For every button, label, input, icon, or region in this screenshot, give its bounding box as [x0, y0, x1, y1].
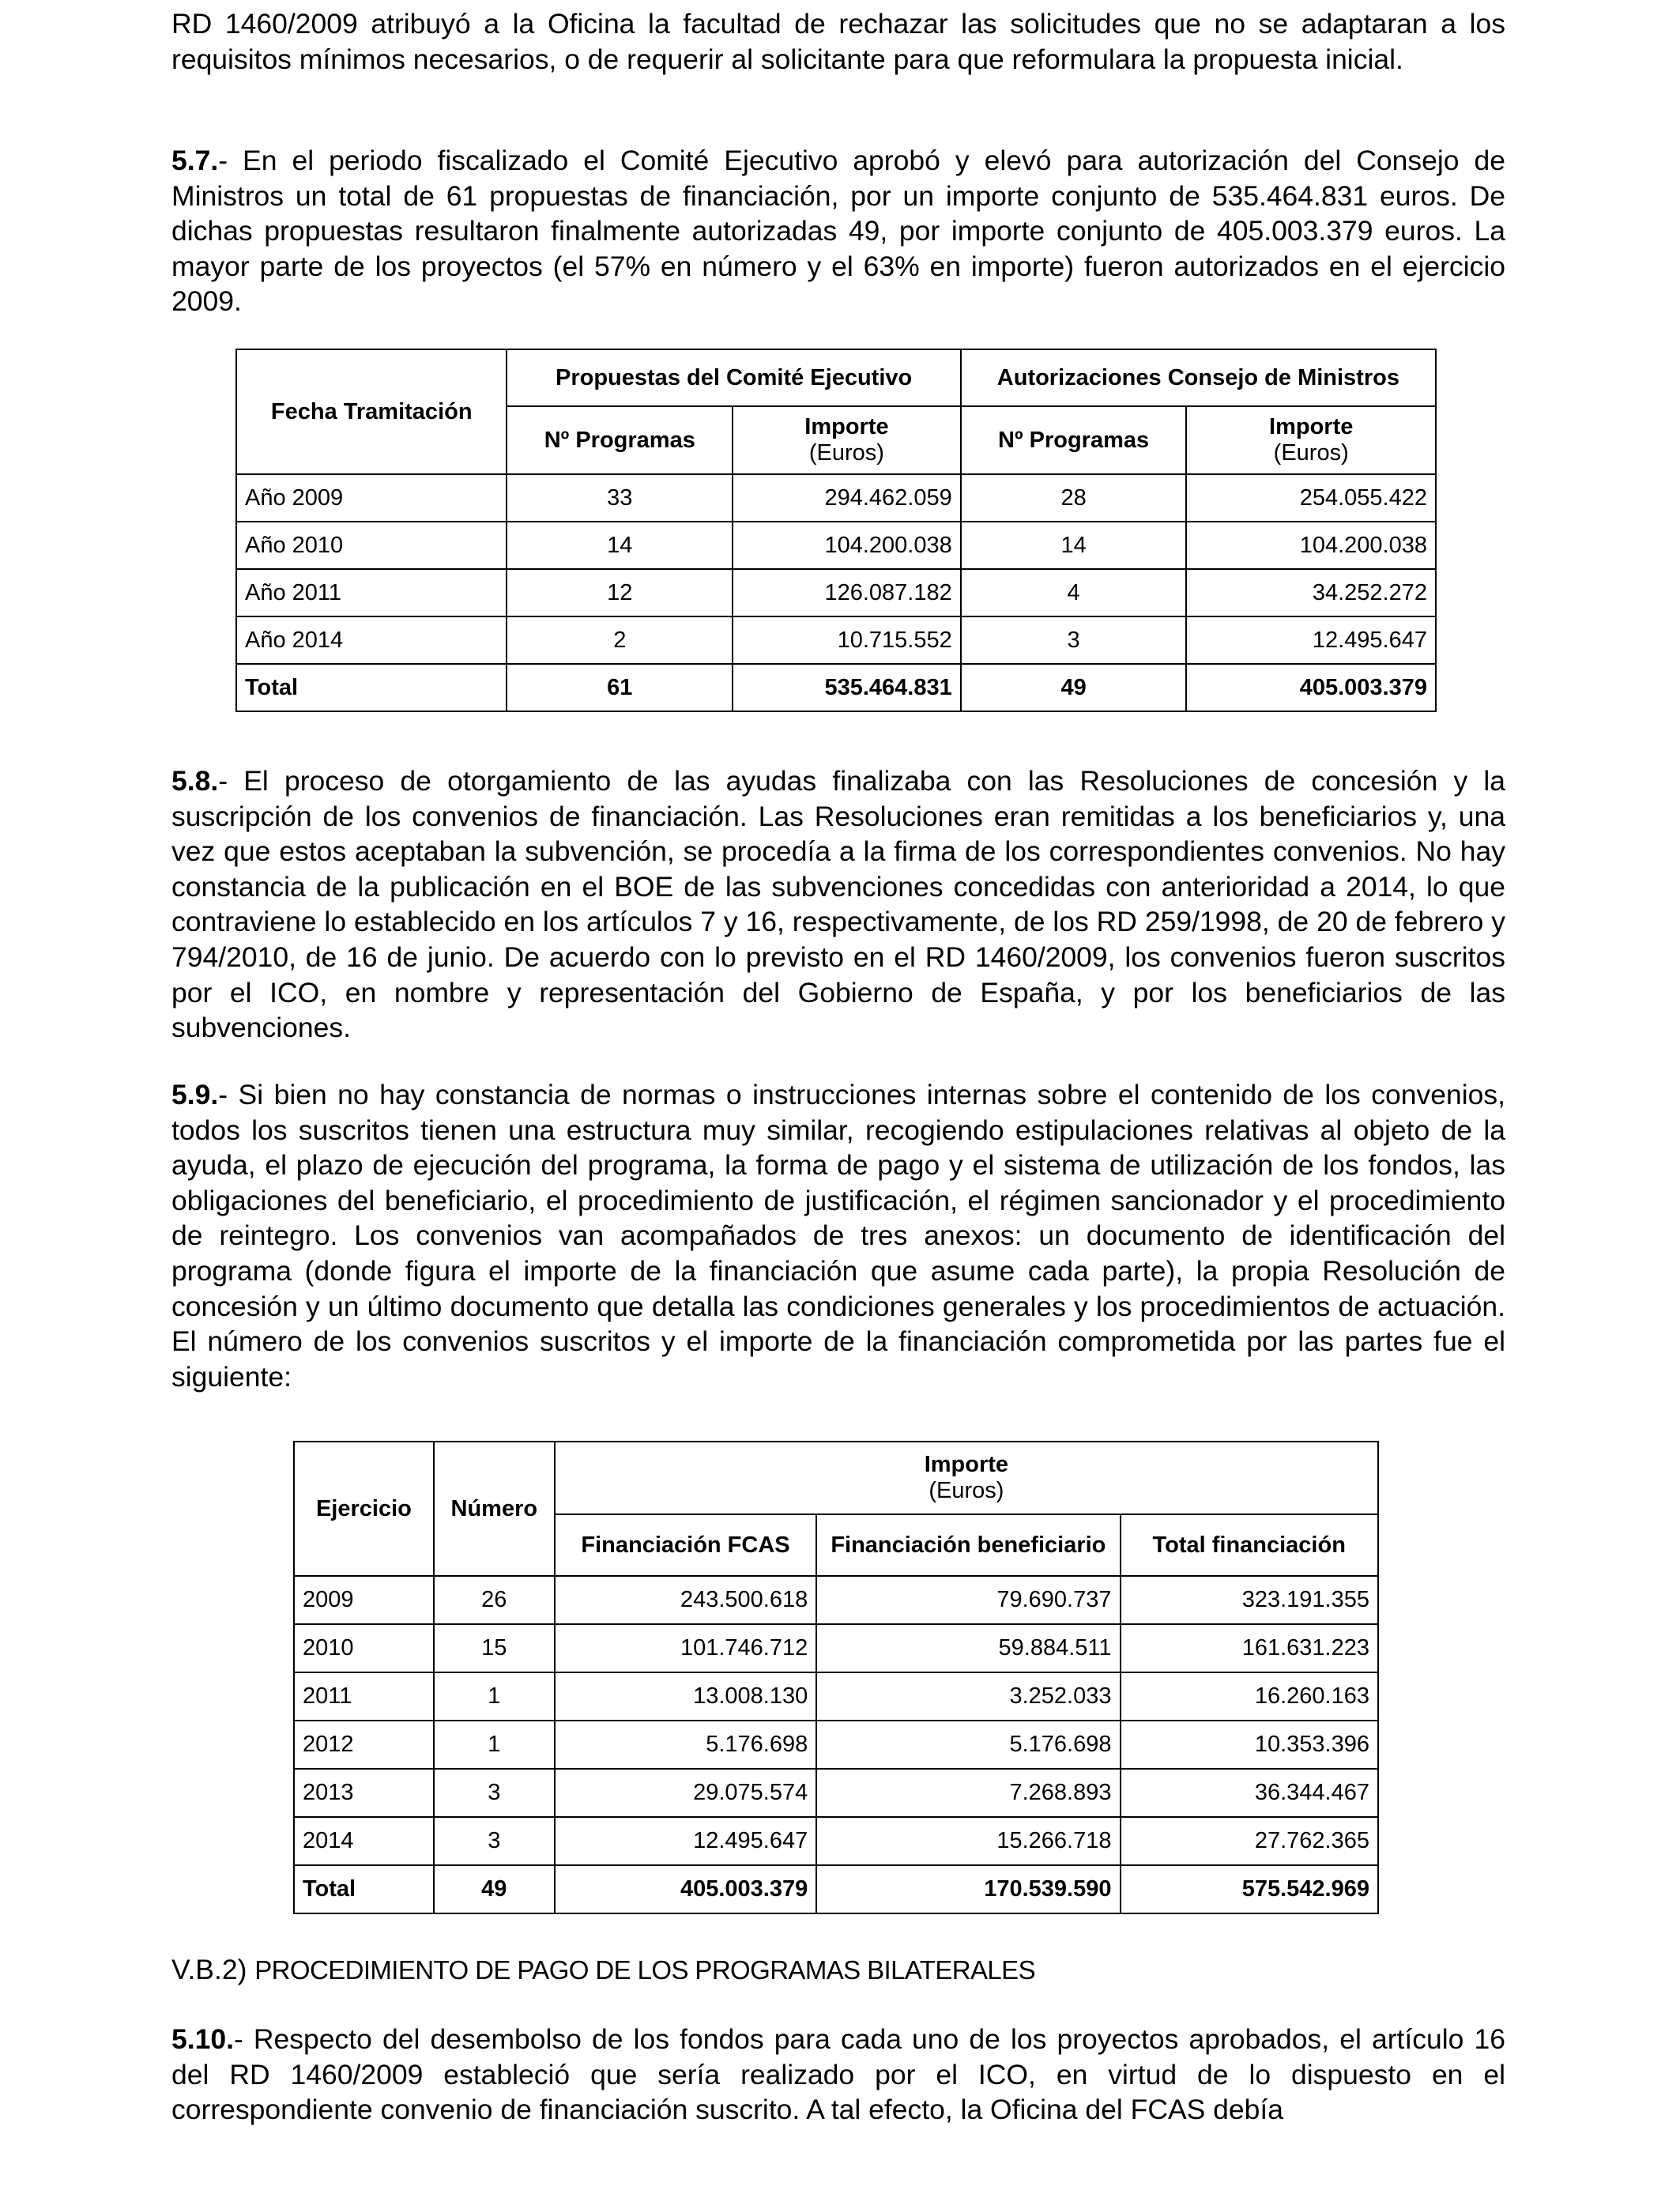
table-row	[294, 1672, 1378, 1721]
col-header-prop-programas: Nº Programas	[507, 406, 733, 474]
cell-beneficiario: 5.176.698	[816, 1721, 1120, 1769]
table-row	[236, 616, 1436, 664]
cell-fecha: Año 2009	[236, 474, 507, 522]
cell-aut-n: 49	[961, 664, 1187, 711]
col-header-total: Total financiación	[1121, 1514, 1379, 1576]
col-header-aut-programas: Nº Programas	[961, 406, 1187, 474]
cell-beneficiario: 15.266.718	[816, 1817, 1120, 1865]
cell-prop-n: 61	[507, 664, 733, 711]
cell-ejercicio: 2014	[294, 1817, 434, 1865]
cell-aut-importe: 405.003.379	[1186, 664, 1436, 711]
table-row	[294, 1624, 1378, 1672]
cell-prop-importe: 10.715.552	[733, 616, 961, 664]
paragraph-text: - Respecto del desembolso de los fondos para cada uno de los proyectos aprobados, el artículo 16 del RD 1460/2009 estableció que sería realizado por el ICO, en virtud de lo dispuesto en el correspondiente convenio de financiación suscrito. A tal efecto, la Oficina del FCAS debía	[171, 2023, 1505, 2126]
importe-label: Importe	[924, 1452, 1009, 1477]
cell-fcas: 13.008.130	[555, 1672, 816, 1721]
cell-aut-importe: 254.055.422	[1186, 474, 1436, 522]
cell-ejercicio: 2010	[294, 1624, 434, 1672]
cell-prop-n: 33	[507, 474, 733, 522]
cell-numero: 3	[434, 1769, 555, 1817]
cell-fcas: 405.003.379	[555, 1865, 816, 1913]
cell-total: 36.344.467	[1121, 1769, 1379, 1817]
cell-numero: 1	[434, 1721, 555, 1769]
section-heading	[171, 1952, 1035, 1988]
col-header-fecha: Fecha Tramitación	[236, 349, 507, 474]
euros-label: (Euros)	[808, 440, 884, 466]
col-header-ejercicio: Ejercicio	[294, 1442, 434, 1576]
cell-aut-n: 14	[961, 522, 1187, 569]
table-row	[236, 522, 1436, 569]
paragraph-text: - El proceso de otorgamiento de las ayudas finalizaba con las Resoluciones de concesión y la suscripción de los convenios de financiación. Las Resoluciones eran remitidas a los beneficiarios y, una vez que estos aceptaban la subvención, se procedía a la firma de los correspondientes convenios. No hay constancia de la publicación en el BOE de las subvenciones concedidas con anterioridad a 2014, lo que contraviene lo establecido en los artículos 7 y 16, respectivamente, de los RD 259/1998, de 20 de febrero y 794/2010, de 16 de junio. De acuerdo con lo previsto en el RD 1460/2009, los convenios fueron suscritos por el ICO, en nombre y representación del Gobierno de España, y por los beneficiarios de las subvenciones.	[171, 765, 1505, 1044]
cell-total: 161.631.223	[1121, 1624, 1379, 1672]
section-title: PROCEDIMIENTO DE PAGO DE LOS PROGRAMAS BILATERALES	[254, 1955, 1035, 1985]
paragraph-5-10	[171, 2022, 1505, 2128]
col-header-prop-importe	[733, 406, 961, 474]
cell-fecha: Año 2011	[236, 569, 507, 616]
cell-prop-importe: 294.462.059	[733, 474, 961, 522]
col-header-aut-importe	[1186, 406, 1436, 474]
cell-beneficiario: 59.884.511	[816, 1624, 1120, 1672]
proposals-table	[235, 349, 1437, 712]
cell-fcas: 12.495.647	[555, 1817, 816, 1865]
paragraph-number: 5.9.	[171, 1079, 219, 1110]
table-total-row	[294, 1865, 1378, 1913]
cell-numero: 1	[434, 1672, 555, 1721]
cell-prop-importe: 535.464.831	[733, 664, 961, 711]
cell-ejercicio: 2009	[294, 1576, 434, 1624]
cell-ejercicio: 2013	[294, 1769, 434, 1817]
cell-numero: 3	[434, 1817, 555, 1865]
section-prefix: V.B.2)	[171, 1954, 247, 1985]
cell-aut-n: 3	[961, 616, 1187, 664]
table-row	[294, 1769, 1378, 1817]
cell-prop-importe: 104.200.038	[733, 522, 961, 569]
cell-aut-importe: 12.495.647	[1186, 616, 1436, 664]
cell-fcas: 101.746.712	[555, 1624, 816, 1672]
paragraph-intro-text: RD 1460/2009 atribuyó a la Oficina la facultad de rechazar las solicitudes que no se adaptaran a los requisitos mínimos necesarios, o de requerir al solicitante para que reformulara la propuesta inicial.	[171, 8, 1505, 75]
cell-beneficiario: 7.268.893	[816, 1769, 1120, 1817]
paragraph-intro	[171, 6, 1505, 77]
paragraph-5-7	[171, 143, 1505, 319]
col-header-numero: Número	[434, 1442, 555, 1576]
cell-numero: 49	[434, 1865, 555, 1913]
table-row	[294, 1721, 1378, 1769]
cell-fcas: 29.075.574	[555, 1769, 816, 1817]
cell-aut-importe: 104.200.038	[1186, 522, 1436, 569]
table-row	[294, 1817, 1378, 1865]
cell-total: 10.353.396	[1121, 1721, 1379, 1769]
cell-ejercicio: 2011	[294, 1672, 434, 1721]
cell-total: 575.542.969	[1121, 1865, 1379, 1913]
cell-numero: 15	[434, 1624, 555, 1672]
col-header-beneficiario: Financiación beneficiario	[816, 1514, 1120, 1576]
euros-label: (Euros)	[1273, 440, 1349, 466]
euros-label: (Euros)	[929, 1478, 1004, 1503]
paragraph-number: 5.7.	[171, 145, 219, 176]
importe-label: Importe	[1269, 414, 1354, 439]
group-header-importe	[555, 1442, 1378, 1514]
paragraph-number: 5.8.	[171, 765, 219, 797]
table-row	[236, 474, 1436, 522]
cell-total: 323.191.355	[1121, 1576, 1379, 1624]
cell-numero: 26	[434, 1576, 555, 1624]
paragraph-text: - Si bien no hay constancia de normas o instrucciones internas sobre el contenido de los convenios, todos los suscritos tienen una estructura muy similar, recogiendo estipulaciones relativas al objeto de la ayuda, el plazo de ejecución del programa, la forma de pago y el sistema de utilización de los fondos, las obligaciones del beneficiario, el procedimiento de justificación, el régimen sancionador y el procedimiento de reintegro. Los convenios van acompañados de tres anexos: un documento de identificación del programa (donde figura el importe de la financiación que asume cada parte), la propia Resolución de concesión y un último documento que detalla las condiciones generales y los procedimientos de actuación. El número de los convenios suscritos y el importe de la financiación comprometida por las partes fue el siguiente:	[171, 1079, 1505, 1393]
cell-aut-importe: 34.252.272	[1186, 569, 1436, 616]
paragraph-text: - En el periodo fiscalizado el Comité Ejecutivo aprobó y elevó para autorización del Consejo de Ministros un total de 61 propuestas de financiación, por un importe conjunto de 535.464.831 euros. De dichas propuestas resultaron finalmente autorizadas 49, por importe conjunto de 405.003.379 euros. La mayor parte de los proyectos (el 57% en número y el 63% en importe) fueron autorizados en el ejercicio 2009.	[171, 145, 1505, 318]
group-header-consejo: Autorizaciones Consejo de Ministros	[961, 349, 1436, 406]
agreements-table	[293, 1441, 1379, 1914]
cell-fcas: 5.176.698	[555, 1721, 816, 1769]
cell-fcas: 243.500.618	[555, 1576, 816, 1624]
paragraph-number: 5.10.	[171, 2023, 234, 2055]
cell-fecha: Año 2010	[236, 522, 507, 569]
importe-label: Importe	[804, 414, 889, 439]
paragraph-5-9	[171, 1077, 1505, 1394]
cell-fecha: Total	[236, 664, 507, 711]
group-header-comite: Propuestas del Comité Ejecutivo	[507, 349, 960, 406]
cell-beneficiario: 170.539.590	[816, 1865, 1120, 1913]
cell-total: 27.762.365	[1121, 1817, 1379, 1865]
cell-aut-n: 4	[961, 569, 1187, 616]
cell-ejercicio: Total	[294, 1865, 434, 1913]
cell-aut-n: 28	[961, 474, 1187, 522]
cell-ejercicio: 2012	[294, 1721, 434, 1769]
table-total-row	[236, 664, 1436, 711]
cell-prop-importe: 126.087.182	[733, 569, 961, 616]
col-header-fcas: Financiación FCAS	[555, 1514, 816, 1576]
cell-prop-n: 2	[507, 616, 733, 664]
cell-beneficiario: 79.690.737	[816, 1576, 1120, 1624]
cell-prop-n: 14	[507, 522, 733, 569]
cell-beneficiario: 3.252.033	[816, 1672, 1120, 1721]
cell-total: 16.260.163	[1121, 1672, 1379, 1721]
table-row	[294, 1576, 1378, 1624]
cell-prop-n: 12	[507, 569, 733, 616]
cell-fecha: Año 2014	[236, 616, 507, 664]
paragraph-5-8	[171, 763, 1505, 1046]
table-row	[236, 569, 1436, 616]
